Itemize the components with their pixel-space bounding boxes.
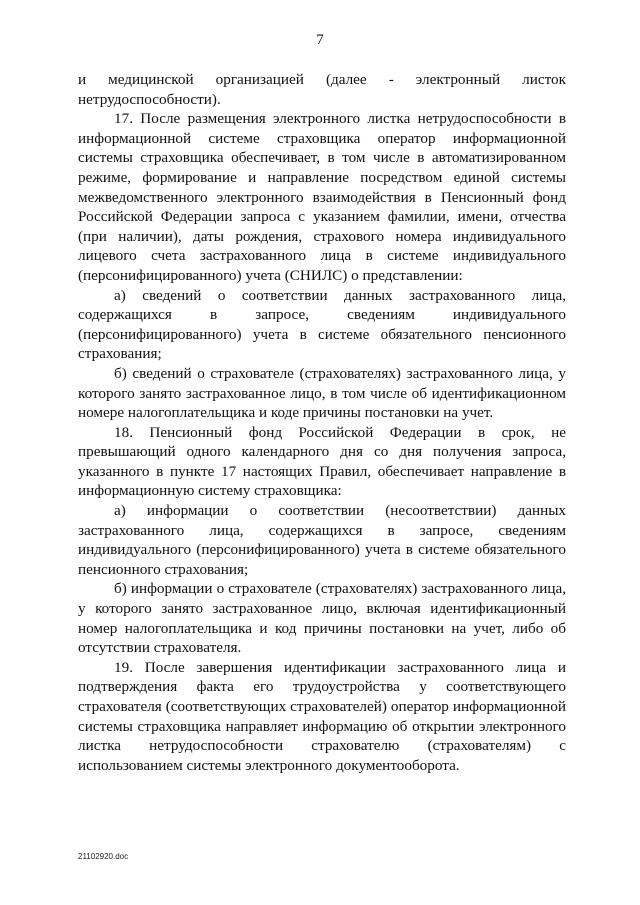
page-number: 7 xyxy=(316,32,324,48)
paragraph-18: 18. Пенсионный фонд Российской Федерации в срок, не превышающий одного календарного дня со дня получения запроса, указанного в пункте 17 настоящих Правил, обеспечивает направление в информационную систему страховщика: xyxy=(78,423,566,500)
paragraph-17-a: а) сведений о соответствии данных застрахованного лица, содержащихся в запросе, сведениям индивидуального (персонифицированного) учета в системе обязательного пенсионного страхования; xyxy=(78,286,566,363)
paragraph-18-a: а) информации о соответствии (несоответствии) данных застрахованного лица, содержащихся в запросе, сведениям индивидуального (персонифицированного) учета в системе обязательного пенсионного страхования; xyxy=(78,502,566,578)
footer-file-code: 21102920.doc xyxy=(78,852,129,861)
paragraph-19: 19. После завершения идентификации застрахованного лица и подтверждения факта его трудоустройства у соответствующего страхователя (соответствующих страхователей) оператор информационной системы страховщика направляет информацию об открытии электронного листка нетрудоспособности страхователю (страхователям) с использованием системы электронного документооборота. xyxy=(78,658,566,774)
paragraph-17-b: б) сведений о страхователе (страхователях) застрахованного лица, у которого занято застрахованное лицо, в том числе об идентификационном номере налогоплательщика и коде причины постановки на учет. xyxy=(78,364,566,422)
paragraph-continuation: и медицинской организацией (далее - электронный листок нетрудоспособности). xyxy=(78,71,566,108)
paragraph-17: 17. После размещения электронного листка нетрудоспособности в информационной системе страховщика оператор информационной системы страховщика обеспечивает, в том числе в автоматизированном режиме, формирование и направление посредством единой системы межведомственного электронного взаимодействия в Пенсионный фонд Российской Федерации запроса с указанием фамилии, имени, отчества (при наличии), даты рождения, страхового номера индивидуального лицевого счета застрахованного лица в системе индивидуального (персонифицированного) учета (СНИЛС) о представлении: xyxy=(78,110,566,284)
paragraph-18-b: б) информации о страхователе (страхователях) застрахованного лица, у которого занято застрахованное лицо, включая идентификационный номер налогоплательщика и код причины постановки на учет, либо об отсутствии страхователя. xyxy=(78,580,566,657)
document-body xyxy=(78,70,566,775)
